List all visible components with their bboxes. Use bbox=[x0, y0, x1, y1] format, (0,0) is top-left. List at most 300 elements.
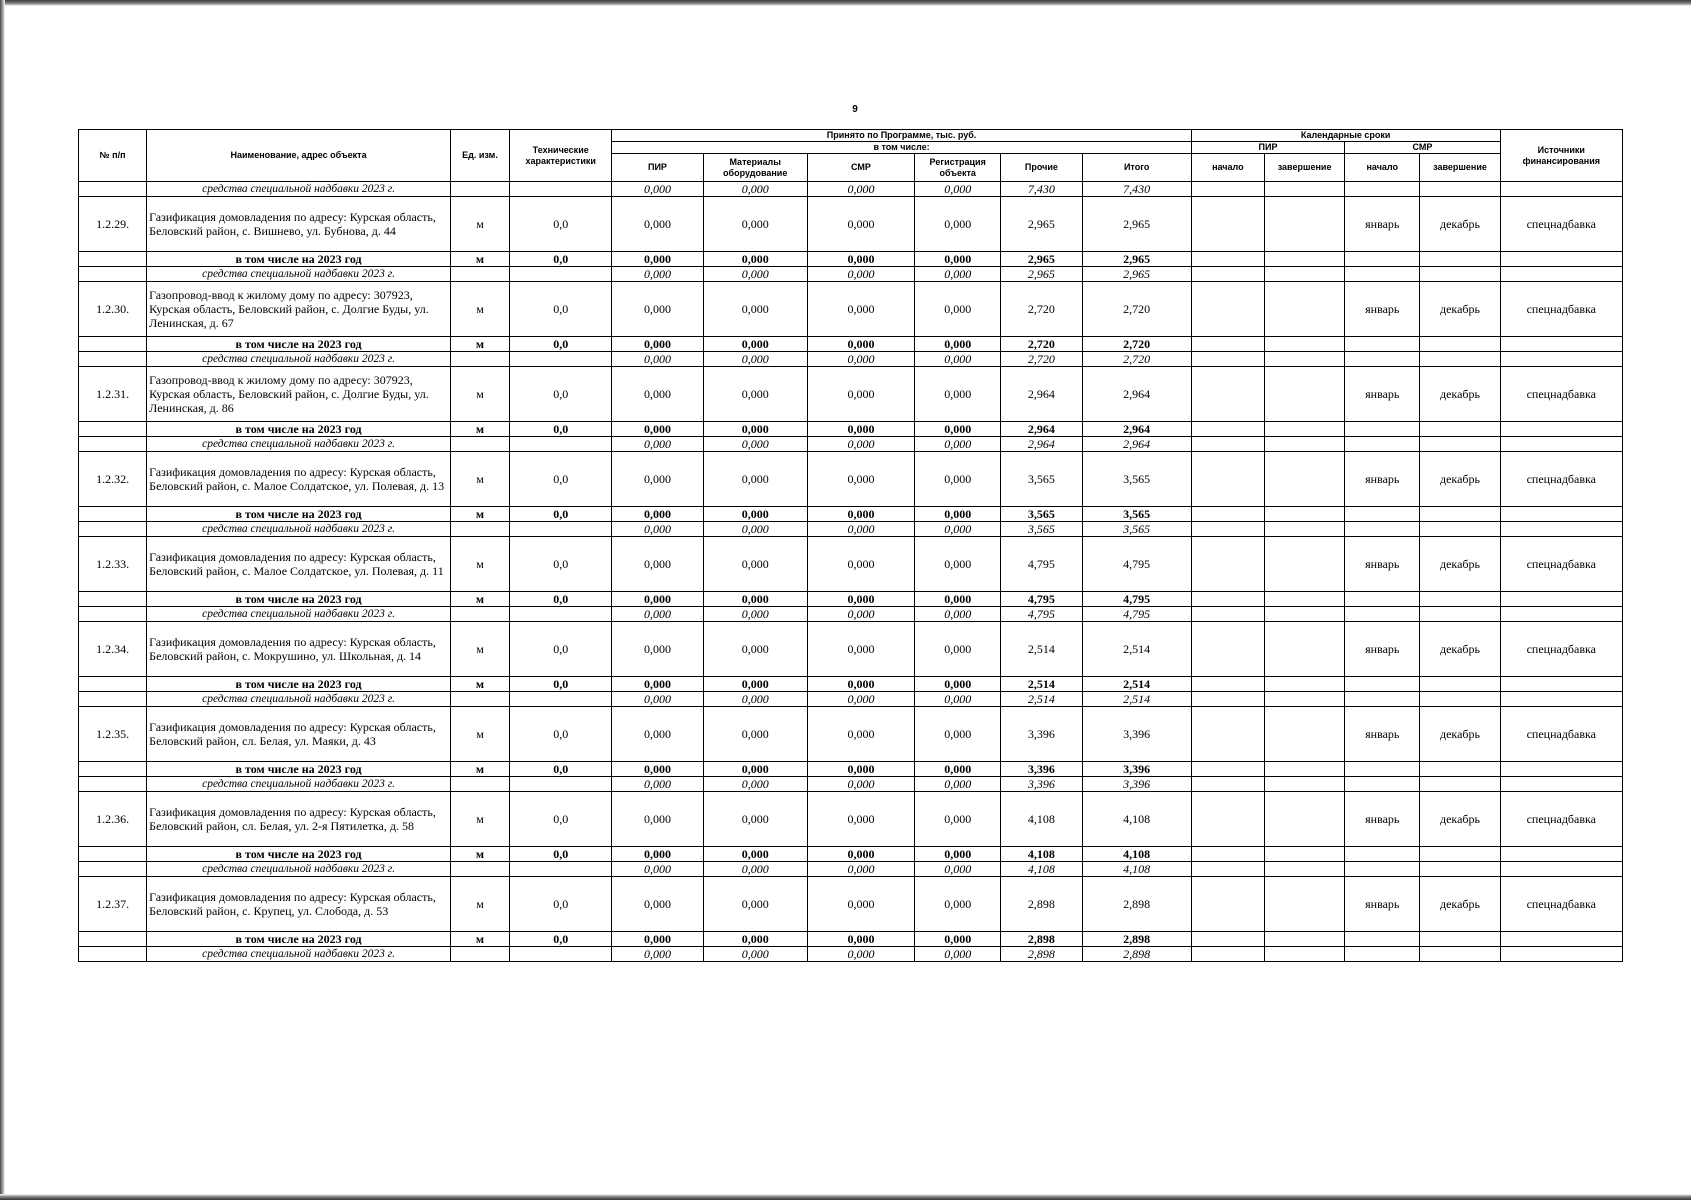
fund-other: 2,720 bbox=[1001, 352, 1082, 367]
item-tech: 0,0 bbox=[510, 452, 612, 507]
subtotal-smr: 0,000 bbox=[807, 847, 914, 862]
empty-cell bbox=[450, 352, 509, 367]
empty-cell bbox=[450, 607, 509, 622]
item-smr-end: декабрь bbox=[1420, 452, 1500, 507]
empty-cell bbox=[1420, 507, 1500, 522]
fund-smr: 0,000 bbox=[807, 182, 914, 197]
item-materials: 0,000 bbox=[703, 877, 807, 932]
item-source: спецнадбавка bbox=[1500, 452, 1622, 507]
item-pir-end bbox=[1264, 452, 1344, 507]
header-num: № п/п bbox=[79, 130, 147, 182]
item-smr-start: январь bbox=[1345, 367, 1420, 422]
fund-total: 3,565 bbox=[1082, 522, 1191, 537]
fund-registration: 0,000 bbox=[915, 182, 1001, 197]
empty-cell bbox=[1264, 267, 1344, 282]
subtotal-row bbox=[79, 422, 1623, 437]
subtotal-materials: 0,000 bbox=[703, 762, 807, 777]
empty-cell bbox=[1420, 847, 1500, 862]
empty-cell bbox=[510, 182, 612, 197]
item-unit: м bbox=[450, 367, 509, 422]
empty-cell bbox=[1420, 762, 1500, 777]
header-pir-end: завершение bbox=[1264, 154, 1344, 182]
subtotal-unit: м bbox=[450, 847, 509, 862]
table-row bbox=[79, 282, 1623, 337]
empty-cell bbox=[1345, 847, 1420, 862]
empty-cell bbox=[1191, 182, 1264, 197]
subtotal-smr: 0,000 bbox=[807, 337, 914, 352]
empty-cell bbox=[510, 692, 612, 707]
fund-smr: 0,000 bbox=[807, 352, 914, 367]
scan-edge-top bbox=[0, 0, 1691, 6]
subtotal-unit: м bbox=[450, 337, 509, 352]
item-pir-end bbox=[1264, 622, 1344, 677]
item-number: 1.2.30. bbox=[79, 282, 147, 337]
fund-smr: 0,000 bbox=[807, 267, 914, 282]
empty-cell bbox=[1420, 677, 1500, 692]
empty-cell bbox=[450, 267, 509, 282]
fund-total: 7,430 bbox=[1082, 182, 1191, 197]
item-source: спецнадбавка bbox=[1500, 282, 1622, 337]
subtotal-row bbox=[79, 677, 1623, 692]
item-source: спецнадбавка bbox=[1500, 792, 1622, 847]
item-smr: 0,000 bbox=[807, 452, 914, 507]
item-smr-end: декабрь bbox=[1420, 877, 1500, 932]
empty-cell bbox=[1264, 777, 1344, 792]
empty-cell bbox=[450, 862, 509, 877]
item-registration: 0,000 bbox=[915, 877, 1001, 932]
fund-total: 2,898 bbox=[1082, 947, 1191, 962]
item-total: 3,396 bbox=[1082, 707, 1191, 762]
header-calendar: Календарные сроки bbox=[1191, 130, 1500, 142]
item-number: 1.2.33. bbox=[79, 537, 147, 592]
empty-cell bbox=[1345, 267, 1420, 282]
fund-label: средства специальной надбавки 2023 г. bbox=[147, 947, 451, 962]
item-pir-end bbox=[1264, 197, 1344, 252]
subtotal-other: 4,795 bbox=[1001, 592, 1082, 607]
table-row bbox=[79, 367, 1623, 422]
empty-cell bbox=[1264, 422, 1344, 437]
empty-cell bbox=[1264, 692, 1344, 707]
subtotal-registration: 0,000 bbox=[915, 847, 1001, 862]
empty-cell bbox=[1191, 947, 1264, 962]
fund-pir: 0,000 bbox=[612, 947, 703, 962]
empty-cell bbox=[1500, 762, 1622, 777]
fund-materials: 0,000 bbox=[703, 947, 807, 962]
empty-cell bbox=[1191, 252, 1264, 267]
empty-cell bbox=[1500, 422, 1622, 437]
item-pir: 0,000 bbox=[612, 197, 703, 252]
empty-cell bbox=[79, 252, 147, 267]
table-row bbox=[79, 452, 1623, 507]
fund-total: 4,108 bbox=[1082, 862, 1191, 877]
empty-cell bbox=[450, 437, 509, 452]
empty-cell bbox=[79, 947, 147, 962]
empty-cell bbox=[1500, 862, 1622, 877]
item-pir-start bbox=[1191, 622, 1264, 677]
item-source: спецнадбавка bbox=[1500, 622, 1622, 677]
subtotal-pir: 0,000 bbox=[612, 762, 703, 777]
item-tech: 0,0 bbox=[510, 707, 612, 762]
subtotal-smr: 0,000 bbox=[807, 422, 914, 437]
fund-materials: 0,000 bbox=[703, 522, 807, 537]
subtotal-unit: м bbox=[450, 762, 509, 777]
header-pir-start: начало bbox=[1191, 154, 1264, 182]
subtotal-materials: 0,000 bbox=[703, 677, 807, 692]
fund-label: средства специальной надбавки 2023 г. bbox=[147, 182, 451, 197]
empty-cell bbox=[1264, 607, 1344, 622]
empty-cell bbox=[1191, 592, 1264, 607]
empty-cell bbox=[79, 607, 147, 622]
fund-pir: 0,000 bbox=[612, 692, 703, 707]
fund-label: средства специальной надбавки 2023 г. bbox=[147, 862, 451, 877]
subtotal-pir: 0,000 bbox=[612, 847, 703, 862]
empty-cell bbox=[79, 422, 147, 437]
empty-cell bbox=[1191, 522, 1264, 537]
item-smr-start: январь bbox=[1345, 792, 1420, 847]
empty-cell bbox=[450, 692, 509, 707]
subtotal-pir: 0,000 bbox=[612, 932, 703, 947]
item-smr-end: декабрь bbox=[1420, 707, 1500, 762]
fund-smr: 0,000 bbox=[807, 522, 914, 537]
subtotal-other: 4,108 bbox=[1001, 847, 1082, 862]
empty-cell bbox=[1264, 862, 1344, 877]
empty-cell bbox=[1500, 252, 1622, 267]
item-pir-end bbox=[1264, 367, 1344, 422]
item-materials: 0,000 bbox=[703, 367, 807, 422]
subtotal-row bbox=[79, 507, 1623, 522]
item-registration: 0,000 bbox=[915, 367, 1001, 422]
empty-cell bbox=[450, 522, 509, 537]
empty-cell bbox=[79, 182, 147, 197]
subtotal-smr: 0,000 bbox=[807, 932, 914, 947]
fund-pir: 0,000 bbox=[612, 777, 703, 792]
empty-cell bbox=[1345, 352, 1420, 367]
subtotal-other: 3,565 bbox=[1001, 507, 1082, 522]
empty-cell bbox=[1500, 522, 1622, 537]
empty-cell bbox=[79, 932, 147, 947]
item-number: 1.2.37. bbox=[79, 877, 147, 932]
empty-cell bbox=[79, 507, 147, 522]
subtotal-other: 2,964 bbox=[1001, 422, 1082, 437]
item-name: Газификация домовладения по адресу: Курская область, Беловский район, с. Малое Солдатское, ул. Полевая, д. 11 bbox=[147, 537, 451, 592]
subtotal-label: в том числе на 2023 год bbox=[147, 592, 451, 607]
empty-cell bbox=[79, 762, 147, 777]
fund-other: 2,964 bbox=[1001, 437, 1082, 452]
subtotal-pir: 0,000 bbox=[612, 507, 703, 522]
empty-cell bbox=[1264, 947, 1344, 962]
fund-row bbox=[79, 947, 1623, 962]
item-smr-start: январь bbox=[1345, 877, 1420, 932]
table-row bbox=[79, 877, 1623, 932]
table-header bbox=[79, 130, 1623, 182]
item-registration: 0,000 bbox=[915, 197, 1001, 252]
fund-label: средства специальной надбавки 2023 г. bbox=[147, 352, 451, 367]
subtotal-tech: 0,0 bbox=[510, 847, 612, 862]
item-materials: 0,000 bbox=[703, 452, 807, 507]
empty-cell bbox=[1264, 522, 1344, 537]
item-smr: 0,000 bbox=[807, 622, 914, 677]
empty-cell bbox=[1420, 947, 1500, 962]
fund-pir: 0,000 bbox=[612, 607, 703, 622]
fund-registration: 0,000 bbox=[915, 437, 1001, 452]
header-cal-pir: ПИР bbox=[1191, 142, 1344, 154]
item-smr-start: январь bbox=[1345, 707, 1420, 762]
empty-cell bbox=[1264, 352, 1344, 367]
empty-cell bbox=[1191, 337, 1264, 352]
item-smr-end: декабрь bbox=[1420, 367, 1500, 422]
empty-cell bbox=[510, 522, 612, 537]
header-pir: ПИР bbox=[612, 154, 703, 182]
item-pir-start bbox=[1191, 367, 1264, 422]
subtotal-row bbox=[79, 847, 1623, 862]
item-registration: 0,000 bbox=[915, 707, 1001, 762]
subtotal-tech: 0,0 bbox=[510, 762, 612, 777]
subtotal-total: 3,565 bbox=[1082, 507, 1191, 522]
item-other: 2,964 bbox=[1001, 367, 1082, 422]
fund-smr: 0,000 bbox=[807, 947, 914, 962]
empty-cell bbox=[1420, 352, 1500, 367]
empty-cell bbox=[1345, 507, 1420, 522]
fund-other: 3,396 bbox=[1001, 777, 1082, 792]
item-tech: 0,0 bbox=[510, 792, 612, 847]
item-unit: м bbox=[450, 792, 509, 847]
item-total: 3,565 bbox=[1082, 452, 1191, 507]
fund-smr: 0,000 bbox=[807, 607, 914, 622]
item-other: 3,565 bbox=[1001, 452, 1082, 507]
empty-cell bbox=[1345, 592, 1420, 607]
empty-cell bbox=[79, 677, 147, 692]
item-smr-end: декабрь bbox=[1420, 622, 1500, 677]
empty-cell bbox=[1191, 777, 1264, 792]
subtotal-unit: м bbox=[450, 932, 509, 947]
item-name: Газификация домовладения по адресу: Курская область, Беловский район, сл. Белая, ул. Маяки, д. 43 bbox=[147, 707, 451, 762]
subtotal-total: 2,514 bbox=[1082, 677, 1191, 692]
item-tech: 0,0 bbox=[510, 367, 612, 422]
header-unit: Ед. изм. bbox=[450, 130, 509, 182]
empty-cell bbox=[450, 777, 509, 792]
fund-other: 4,108 bbox=[1001, 862, 1082, 877]
empty-cell bbox=[1500, 182, 1622, 197]
subtotal-row bbox=[79, 252, 1623, 267]
empty-cell bbox=[1345, 252, 1420, 267]
fund-pir: 0,000 bbox=[612, 522, 703, 537]
fund-other: 2,898 bbox=[1001, 947, 1082, 962]
subtotal-unit: м bbox=[450, 422, 509, 437]
fund-materials: 0,000 bbox=[703, 267, 807, 282]
subtotal-registration: 0,000 bbox=[915, 932, 1001, 947]
item-tech: 0,0 bbox=[510, 622, 612, 677]
empty-cell bbox=[1345, 607, 1420, 622]
subtotal-row bbox=[79, 932, 1623, 947]
fund-pir: 0,000 bbox=[612, 862, 703, 877]
page-number: 9 bbox=[852, 104, 858, 115]
item-number: 1.2.29. bbox=[79, 197, 147, 252]
item-tech: 0,0 bbox=[510, 282, 612, 337]
item-registration: 0,000 bbox=[915, 537, 1001, 592]
item-number: 1.2.36. bbox=[79, 792, 147, 847]
subtotal-label: в том числе на 2023 год bbox=[147, 762, 451, 777]
fund-smr: 0,000 bbox=[807, 777, 914, 792]
item-other: 4,795 bbox=[1001, 537, 1082, 592]
subtotal-materials: 0,000 bbox=[703, 422, 807, 437]
fund-row bbox=[79, 352, 1623, 367]
subtotal-other: 2,514 bbox=[1001, 677, 1082, 692]
subtotal-pir: 0,000 bbox=[612, 592, 703, 607]
empty-cell bbox=[1500, 607, 1622, 622]
item-total: 2,514 bbox=[1082, 622, 1191, 677]
item-other: 2,898 bbox=[1001, 877, 1082, 932]
empty-cell bbox=[1191, 677, 1264, 692]
empty-cell bbox=[1191, 422, 1264, 437]
item-other: 3,396 bbox=[1001, 707, 1082, 762]
fund-pir: 0,000 bbox=[612, 182, 703, 197]
empty-cell bbox=[1500, 777, 1622, 792]
empty-cell bbox=[510, 862, 612, 877]
subtotal-pir: 0,000 bbox=[612, 677, 703, 692]
item-materials: 0,000 bbox=[703, 537, 807, 592]
empty-cell bbox=[1264, 507, 1344, 522]
subtotal-smr: 0,000 bbox=[807, 252, 914, 267]
empty-cell bbox=[450, 182, 509, 197]
item-smr-end: декабрь bbox=[1420, 537, 1500, 592]
empty-cell bbox=[1264, 337, 1344, 352]
empty-cell bbox=[1345, 932, 1420, 947]
fund-label: средства специальной надбавки 2023 г. bbox=[147, 692, 451, 707]
table-body bbox=[79, 182, 1623, 962]
item-pir-start bbox=[1191, 452, 1264, 507]
empty-cell bbox=[1500, 677, 1622, 692]
fund-total: 4,795 bbox=[1082, 607, 1191, 622]
table-row bbox=[79, 792, 1623, 847]
empty-cell bbox=[1191, 762, 1264, 777]
empty-cell bbox=[1264, 437, 1344, 452]
subtotal-registration: 0,000 bbox=[915, 422, 1001, 437]
empty-cell bbox=[1264, 932, 1344, 947]
fund-label: средства специальной надбавки 2023 г. bbox=[147, 777, 451, 792]
fund-smr: 0,000 bbox=[807, 437, 914, 452]
empty-cell bbox=[79, 592, 147, 607]
subtotal-label: в том числе на 2023 год bbox=[147, 337, 451, 352]
table-row bbox=[79, 197, 1623, 252]
item-smr: 0,000 bbox=[807, 367, 914, 422]
fund-registration: 0,000 bbox=[915, 777, 1001, 792]
subtotal-materials: 0,000 bbox=[703, 847, 807, 862]
empty-cell bbox=[450, 947, 509, 962]
top-fund-row bbox=[79, 182, 1623, 197]
subtotal-unit: м bbox=[450, 507, 509, 522]
item-number: 1.2.32. bbox=[79, 452, 147, 507]
subtotal-total: 2,965 bbox=[1082, 252, 1191, 267]
subtotal-total: 2,964 bbox=[1082, 422, 1191, 437]
empty-cell bbox=[1420, 862, 1500, 877]
fund-total: 2,964 bbox=[1082, 437, 1191, 452]
item-materials: 0,000 bbox=[703, 622, 807, 677]
empty-cell bbox=[1264, 847, 1344, 862]
header-smr-start: начало bbox=[1345, 154, 1420, 182]
fund-total: 2,720 bbox=[1082, 352, 1191, 367]
fund-registration: 0,000 bbox=[915, 267, 1001, 282]
empty-cell bbox=[1420, 252, 1500, 267]
subtotal-smr: 0,000 bbox=[807, 592, 914, 607]
scan-edge-bottom bbox=[0, 1194, 1691, 1200]
item-smr: 0,000 bbox=[807, 792, 914, 847]
subtotal-tech: 0,0 bbox=[510, 932, 612, 947]
item-unit: м bbox=[450, 877, 509, 932]
fund-other: 3,565 bbox=[1001, 522, 1082, 537]
empty-cell bbox=[1500, 592, 1622, 607]
fund-row bbox=[79, 522, 1623, 537]
item-name: Газификация домовладения по адресу: Курская область, Беловский район, с. Малое Солдатское, ул. Полевая, д. 13 bbox=[147, 452, 451, 507]
empty-cell bbox=[1420, 607, 1500, 622]
header-name: Наименование, адрес объекта bbox=[147, 130, 451, 182]
header-cal-smr: СМР bbox=[1345, 142, 1500, 154]
empty-cell bbox=[1191, 267, 1264, 282]
item-tech: 0,0 bbox=[510, 877, 612, 932]
header-smr: СМР bbox=[807, 154, 914, 182]
empty-cell bbox=[1500, 437, 1622, 452]
item-pir-start bbox=[1191, 707, 1264, 762]
empty-cell bbox=[1420, 692, 1500, 707]
fund-total: 3,396 bbox=[1082, 777, 1191, 792]
empty-cell bbox=[1345, 437, 1420, 452]
fund-materials: 0,000 bbox=[703, 607, 807, 622]
fund-registration: 0,000 bbox=[915, 607, 1001, 622]
empty-cell bbox=[1420, 777, 1500, 792]
item-smr: 0,000 bbox=[807, 877, 914, 932]
fund-row bbox=[79, 862, 1623, 877]
header-registration: Регистрация объекта bbox=[915, 154, 1001, 182]
subtotal-label: в том числе на 2023 год bbox=[147, 932, 451, 947]
empty-cell bbox=[1191, 932, 1264, 947]
header-total: Итого bbox=[1082, 154, 1191, 182]
fund-row bbox=[79, 777, 1623, 792]
item-other: 2,965 bbox=[1001, 197, 1082, 252]
subtotal-row bbox=[79, 762, 1623, 777]
subtotal-registration: 0,000 bbox=[915, 337, 1001, 352]
item-materials: 0,000 bbox=[703, 707, 807, 762]
item-total: 2,898 bbox=[1082, 877, 1191, 932]
header-accepted: Принято по Программе, тыс. руб. bbox=[612, 130, 1191, 142]
item-pir-start bbox=[1191, 282, 1264, 337]
item-pir-start bbox=[1191, 537, 1264, 592]
empty-cell bbox=[79, 522, 147, 537]
fund-total: 2,514 bbox=[1082, 692, 1191, 707]
item-unit: м bbox=[450, 537, 509, 592]
item-smr: 0,000 bbox=[807, 282, 914, 337]
item-pir-end bbox=[1264, 792, 1344, 847]
empty-cell bbox=[1264, 252, 1344, 267]
item-pir-end bbox=[1264, 537, 1344, 592]
subtotal-materials: 0,000 bbox=[703, 592, 807, 607]
subtotal-label: в том числе на 2023 год bbox=[147, 252, 451, 267]
item-smr-start: январь bbox=[1345, 282, 1420, 337]
empty-cell bbox=[510, 267, 612, 282]
empty-cell bbox=[1191, 352, 1264, 367]
empty-cell bbox=[510, 947, 612, 962]
item-pir-start bbox=[1191, 792, 1264, 847]
empty-cell bbox=[1191, 607, 1264, 622]
item-smr: 0,000 bbox=[807, 707, 914, 762]
item-total: 4,795 bbox=[1082, 537, 1191, 592]
table-row bbox=[79, 537, 1623, 592]
subtotal-tech: 0,0 bbox=[510, 677, 612, 692]
empty-cell bbox=[1500, 507, 1622, 522]
subtotal-label: в том числе на 2023 год bbox=[147, 422, 451, 437]
subtotal-registration: 0,000 bbox=[915, 252, 1001, 267]
table-row bbox=[79, 707, 1623, 762]
fund-registration: 0,000 bbox=[915, 522, 1001, 537]
item-name: Газификация домовладения по адресу: Курская область, Беловский район, сл. Белая, ул. 2-я Пятилетка, д. 58 bbox=[147, 792, 451, 847]
